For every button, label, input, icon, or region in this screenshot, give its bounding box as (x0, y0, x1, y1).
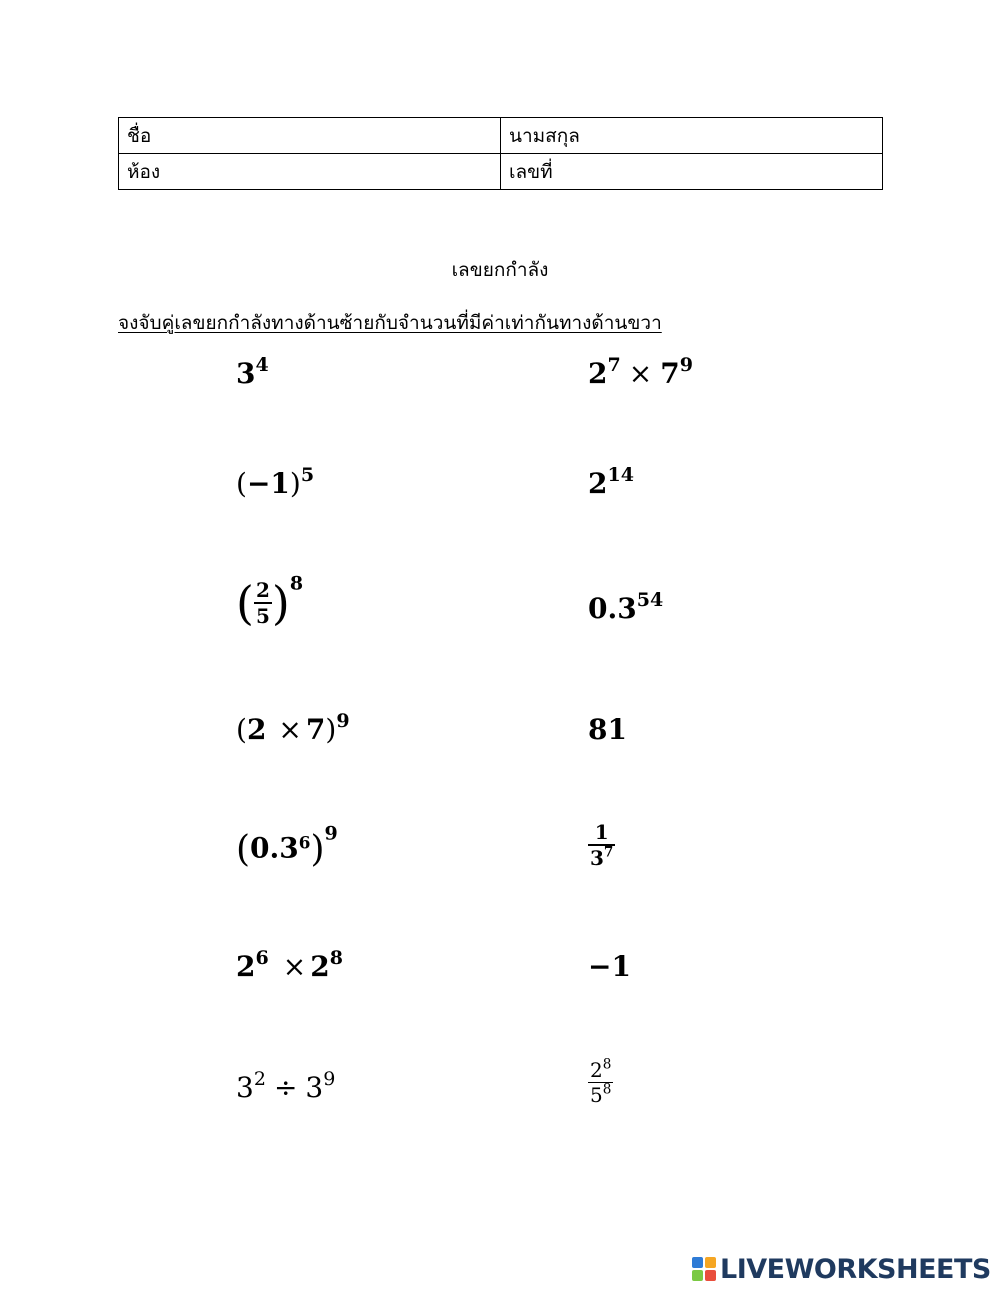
minus-sign: − (246, 467, 271, 500)
denominator-base: 3 (590, 846, 604, 870)
numerator: 2 (255, 578, 270, 602)
operand-b: 7 (660, 357, 680, 390)
operand-b: 7 (305, 713, 326, 746)
name-field[interactable]: ชื่อ (119, 118, 501, 154)
inner-exponent: 6 (298, 832, 311, 853)
number-field[interactable]: เลขที่ (501, 154, 883, 190)
operand-a: 2 (236, 950, 256, 983)
exponent-a: 6 (255, 947, 269, 970)
open-paren: ( (236, 829, 251, 870)
multiply-sign: × (628, 357, 653, 390)
operand-a: 2 (588, 357, 608, 390)
logo-text: LIVEWORKSHEETS (720, 1253, 991, 1285)
worksheet-instruction: จงจับคู่เลขยกกำลังทางด้านซ้ายกับจำนวนที่มีค่าเท่ากันทางด้านขวา (118, 312, 662, 334)
denominator (588, 1082, 613, 1105)
denominator (588, 844, 615, 868)
surname-field[interactable]: นามสกุล (501, 118, 883, 154)
open-paren: ( (236, 467, 247, 500)
right-item-5[interactable] (588, 822, 615, 868)
denominator: 5 (255, 604, 270, 628)
left-item-4[interactable] (236, 710, 350, 746)
operand-a: 2 (246, 713, 267, 746)
exponent: 5 (300, 464, 315, 487)
numerator (588, 1056, 613, 1082)
left-item-6[interactable] (236, 947, 343, 983)
denominator-exponent: 8 (602, 1081, 612, 1098)
logo-tile (692, 1257, 703, 1268)
exponent: 9 (336, 710, 350, 733)
exponent-a: 7 (607, 354, 621, 377)
multiply-sign: × (278, 713, 302, 746)
exponent-a: 2 (253, 1068, 266, 1091)
info-row (119, 118, 883, 154)
base: 0.3 (588, 592, 637, 625)
logo-tile (705, 1270, 716, 1281)
right-item-6[interactable] (588, 950, 631, 983)
worksheet-title: เลขยกกำลัง (451, 259, 549, 281)
exponent-b: 8 (329, 947, 343, 970)
operand-b: 2 (310, 950, 330, 983)
liveworksheets-logo[interactable] (692, 1254, 991, 1284)
logo-tiles-icon (692, 1257, 716, 1281)
denominator-exponent: 7 (603, 844, 614, 861)
exponent: 54 (636, 589, 664, 612)
right-item-1[interactable] (588, 354, 693, 390)
close-paren: ) (289, 467, 301, 500)
logo-tile (705, 1257, 716, 1268)
fraction (254, 580, 272, 626)
right-item-4[interactable] (588, 713, 627, 746)
open-paren: ( (236, 576, 254, 630)
denominator-base: 5 (590, 1083, 603, 1107)
room-field[interactable]: ห้อง (119, 154, 501, 190)
close-paren: ) (271, 576, 290, 630)
exponent-b: 9 (323, 1068, 336, 1091)
close-paren: ) (310, 829, 325, 870)
student-info-table (118, 117, 883, 190)
open-paren: ( (236, 713, 247, 746)
right-item-2[interactable] (588, 464, 634, 500)
operand-a: 3 (236, 1071, 254, 1104)
fraction (588, 1056, 613, 1107)
logo-tile (692, 1270, 703, 1281)
fraction (588, 822, 615, 868)
value: 81 (588, 713, 627, 746)
divide-sign: ÷ (273, 1071, 298, 1104)
exponent-b: 9 (679, 354, 693, 377)
base: 0.3 (250, 831, 299, 865)
operand-b: 3 (305, 1071, 324, 1104)
left-item-7[interactable] (236, 1068, 336, 1104)
left-item-1[interactable] (236, 354, 269, 390)
exponent: 9 (324, 822, 338, 845)
exponent: 14 (607, 464, 634, 487)
close-paren: ) (325, 713, 337, 746)
base: 2 (588, 467, 608, 500)
info-row (119, 154, 883, 190)
base: 3 (236, 357, 256, 390)
left-item-5[interactable] (236, 822, 338, 870)
left-item-2[interactable] (236, 464, 315, 500)
value: −1 (588, 950, 631, 983)
right-item-7[interactable] (588, 1056, 613, 1107)
exponent: 8 (289, 572, 304, 595)
exponent: 4 (255, 354, 269, 377)
left-item-3[interactable] (236, 572, 304, 630)
numerator-base: 2 (590, 1058, 603, 1082)
multiply-sign: × (282, 950, 307, 983)
base: 1 (270, 467, 290, 500)
right-item-3[interactable] (588, 589, 664, 625)
numerator-exponent: 8 (602, 1056, 612, 1073)
numerator: 1 (594, 820, 609, 844)
